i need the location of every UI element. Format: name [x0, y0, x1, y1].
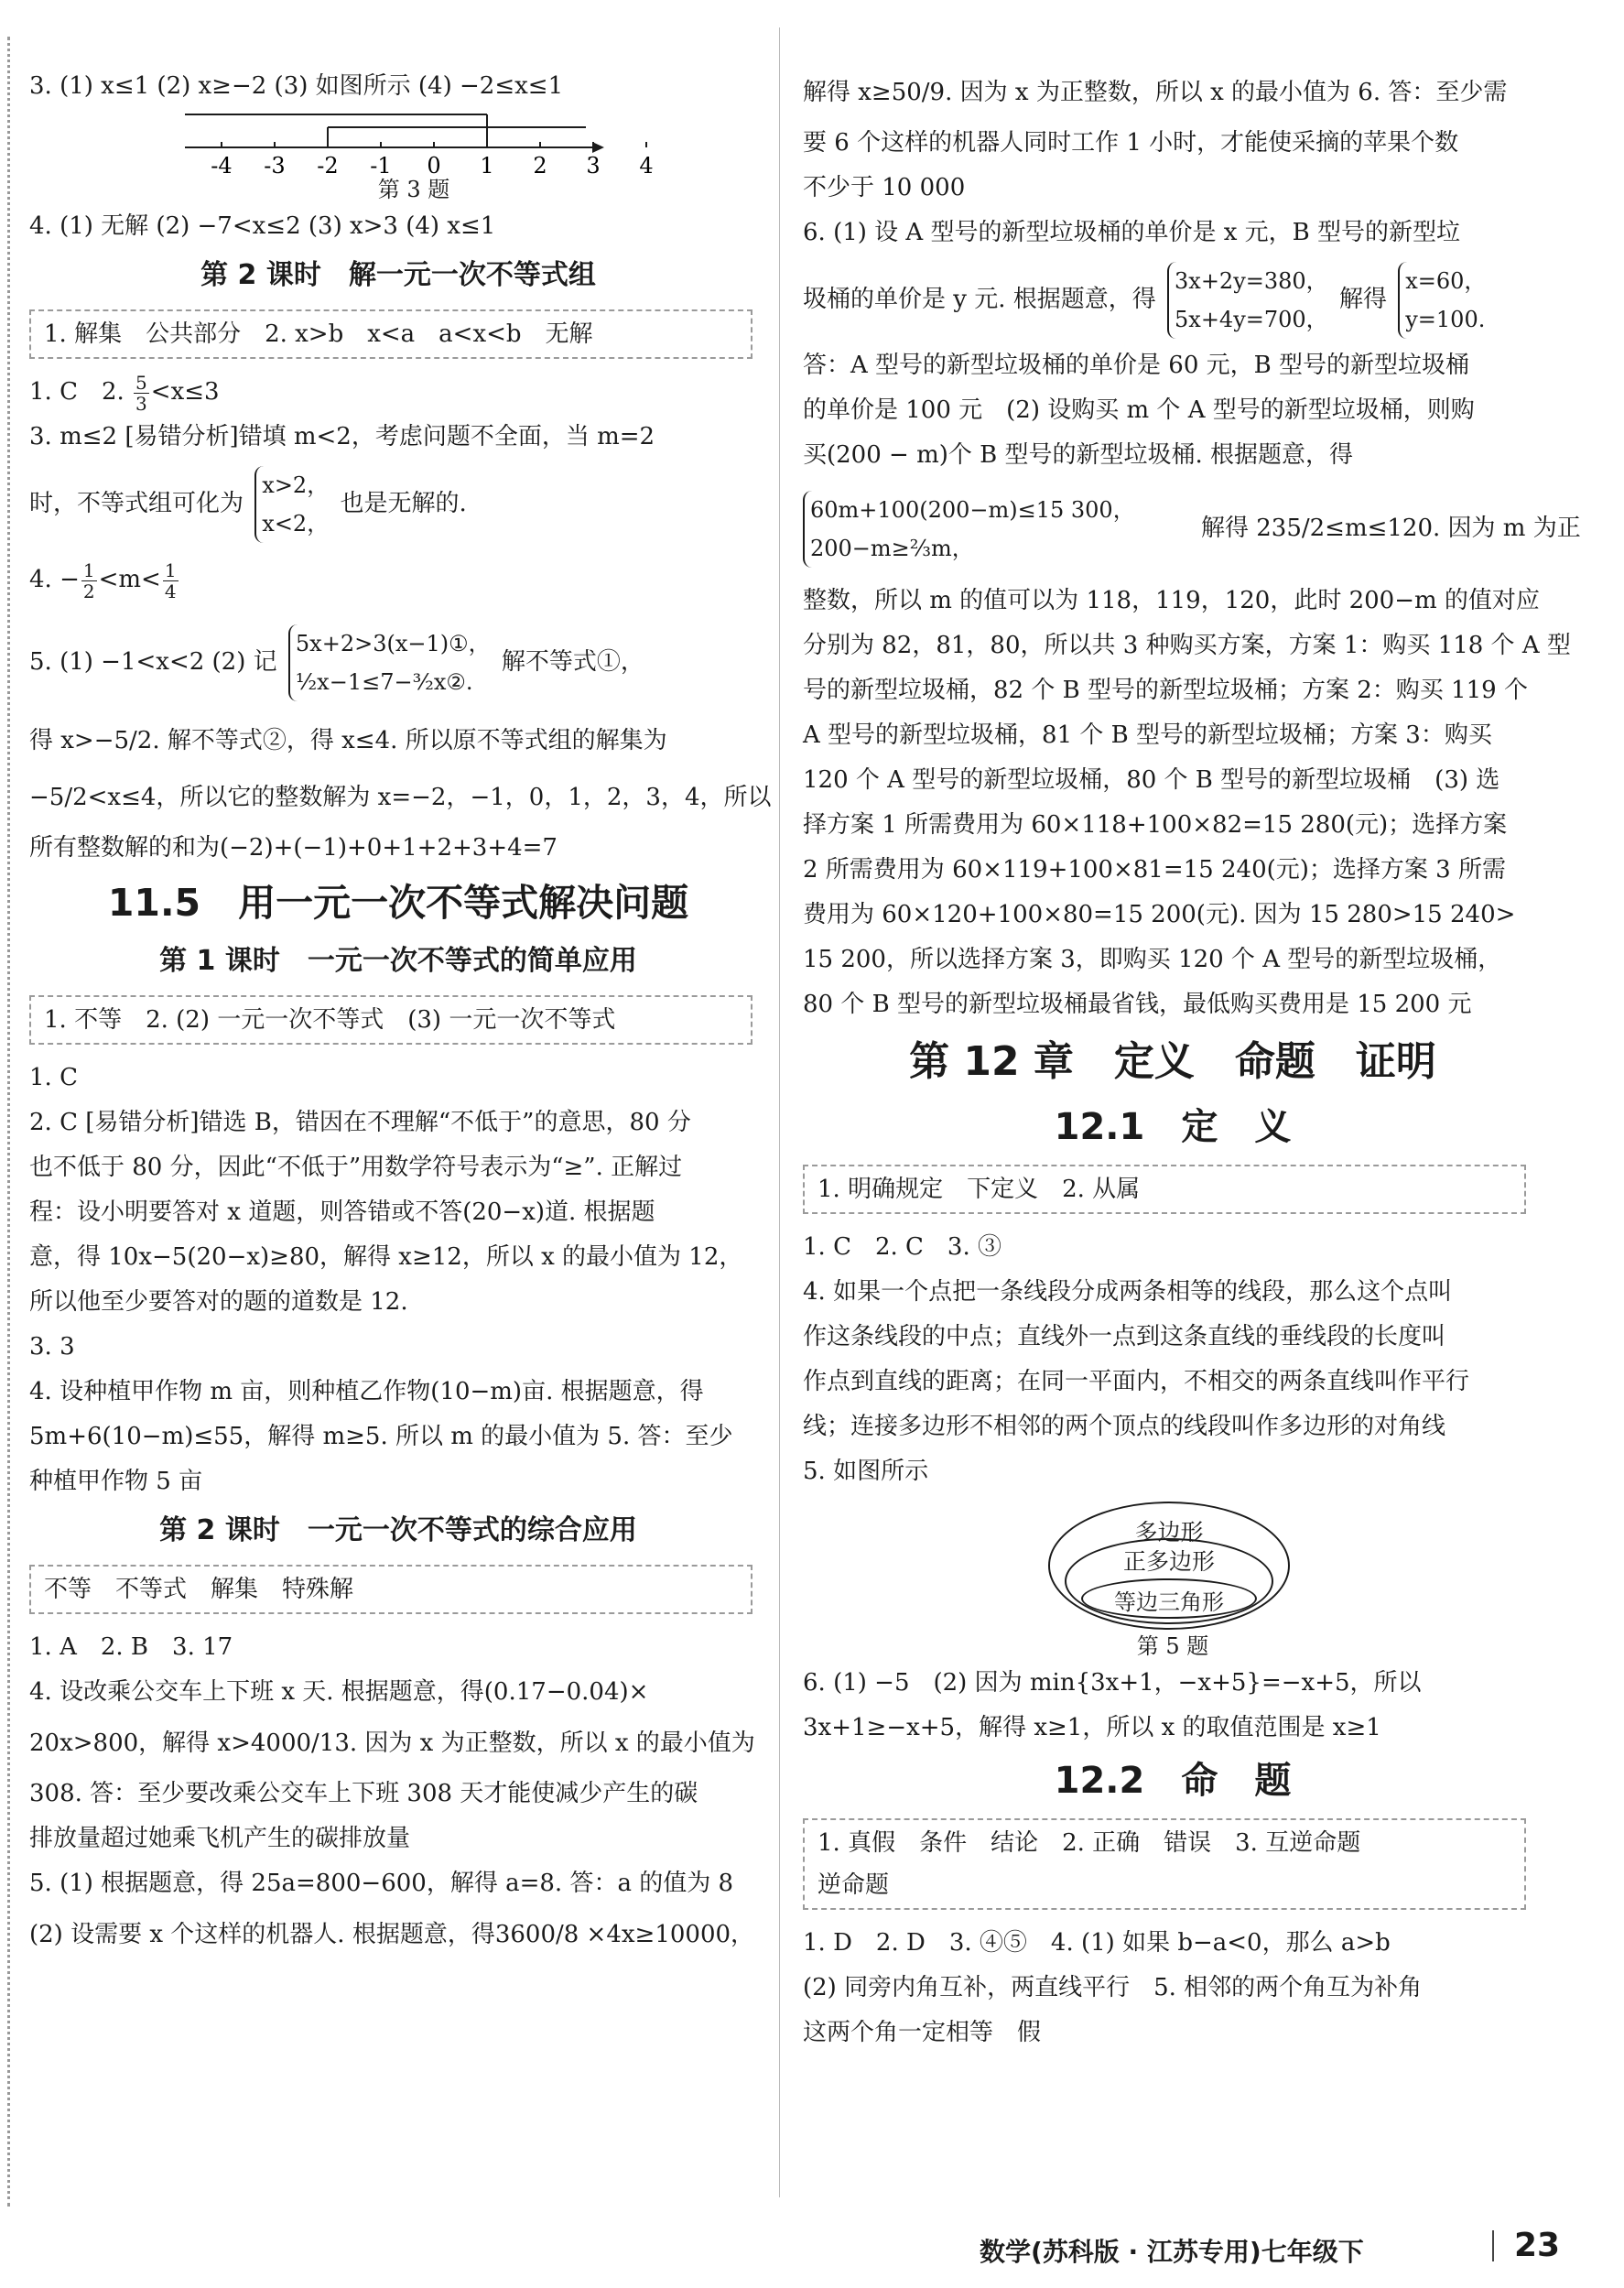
ans-s4b: 作这条线段的中点；直线外一点到这条直线的垂线段的长度叫 — [803, 1323, 1446, 1350]
ans-m4a: 4. 设种植甲作物 m 亩，则种植乙作物(10−m)亩. 根据题意，得 — [29, 1378, 704, 1405]
eq: 5x+4y=700， — [1175, 307, 1328, 332]
text: 4. − — [29, 566, 80, 593]
tick-label: 1 — [480, 153, 494, 179]
tick-label: 3 — [586, 153, 601, 179]
eq: 3x+2y=380， — [1175, 268, 1328, 294]
denominator: 3 — [135, 392, 147, 415]
system-brace — [1167, 262, 1328, 339]
eq: 200−m≥⅔m， — [810, 536, 974, 561]
text: 解不等式①， — [501, 648, 644, 676]
ans-t3: 这两个角一定相等 假 — [803, 2019, 1042, 2046]
column-divider — [779, 27, 780, 2197]
text: <x≤3 — [150, 378, 220, 406]
fraction — [81, 560, 97, 602]
ans-m3: 3. 3 — [29, 1333, 75, 1361]
r-line-5 — [803, 255, 1543, 343]
r-line-9 — [803, 478, 1581, 579]
text: 也是无解的. — [340, 490, 467, 517]
tick-label: 4 — [639, 153, 654, 179]
venn-inner — [1081, 1578, 1257, 1619]
ans-m1: 1. C — [29, 1064, 78, 1091]
ans-t1: 1. D 2. D 3. ④⑤ 4. (1) 如果 b−a<0，那么 a>b — [803, 1929, 1391, 1957]
r-line-6: 答：A 型号的新型垃圾桶的单价是 60 元，B 型号的新型垃圾桶 — [803, 352, 1470, 379]
answer-3b — [29, 460, 767, 548]
ans-s6b: 3x+1≥−x+5，解得 x≥1，所以 x 的取值范围是 x≥1 — [803, 1714, 1381, 1741]
fill-box-5 — [803, 1818, 1526, 1910]
ans-n1: 1. A 2. B 3. 17 — [29, 1633, 233, 1661]
venn-inner-label: 等边三角形 — [1114, 1589, 1224, 1615]
answer-5-cont2: −5/2<x≤4，所以它的整数解为 x=−2，−1，0，1，2，3，4，所以 — [29, 784, 772, 811]
ans-n4d: 排放量超过她乘飞机产生的碳排放量 — [29, 1825, 411, 1852]
lesson-title-2b: 第 2 课时 一元一次不等式的综合应用 — [159, 1514, 637, 1546]
ans-t2: (2) 同旁内角互补，两直线平行 5. 相邻的两个角互为补角 — [803, 1974, 1423, 2001]
tick-label: -1 — [370, 153, 392, 179]
tick-label: 2 — [533, 153, 547, 179]
ans-m2c: 程：设小明要答对 x 道题，则答错或不答(20−x)道. 根据题 — [29, 1198, 655, 1226]
system-brace — [1398, 262, 1486, 339]
venn-figure — [803, 1494, 1543, 1632]
text: 圾桶的单价是 y 元. 根据题意，得 — [803, 286, 1156, 313]
r-line-16: 2 所需费用为 60×119+100×81=15 240(元)；选择方案 3 所需 — [803, 856, 1506, 884]
venn-outer-label: 多边形 — [1134, 1519, 1204, 1545]
fraction — [163, 560, 179, 602]
r-line-13: A 型号的新型垃圾桶，81 个 B 型号的新型垃圾桶；方案 3：购买 — [803, 721, 1492, 749]
r-line-8: 买(200 − m)个 B 型号的新型垃圾桶. 根据题意，得 — [803, 441, 1354, 469]
denominator: 2 — [82, 580, 95, 602]
chapter-12-title: 第 12 章 定义 命题 证明 — [909, 1038, 1436, 1085]
tick-label: -2 — [317, 153, 339, 179]
r-line-7: 的单价是 100 元 (2) 设购买 m 个 A 型号的新型垃圾桶，则购 — [803, 396, 1475, 424]
text: 解得 — [1338, 286, 1387, 313]
ans-n4c: 308. 答：至少要改乘公交车上下班 308 天才能使减少产生的碳 — [29, 1780, 698, 1807]
ans-s4c: 作点到直线的距离；在同一平面内，不相交的两条直线叫作平行 — [803, 1368, 1470, 1395]
answer-1-2 — [29, 370, 767, 415]
system-brace — [803, 491, 1135, 568]
numerator: 5 — [135, 371, 147, 394]
fill-box-1: 1. 解集 公共部分 2. x>b x<a a<x<b 无解 — [29, 309, 752, 359]
fraction — [134, 373, 149, 414]
tick-label: 0 — [427, 153, 441, 179]
tick-label: -3 — [264, 153, 286, 179]
ans-m2d: 意，得 10x−5(20−x)≥80，解得 x≥12，所以 x 的最小值为 12， — [29, 1243, 743, 1271]
answer-4 — [29, 548, 767, 612]
text: 解得 235/2≤m≤120. 因为 m 为正 — [1200, 515, 1581, 542]
ans-n5a: 5. (1) 根据题意，得 25a=800−600，解得 a=8. 答：a 的值为 8 — [29, 1870, 734, 1897]
answer-q3: 3. (1) x≤1 (2) x≥−2 (3) 如图所示 (4) −2≤x≤1 — [29, 72, 564, 100]
r-line-19: 80 个 B 型号的新型垃圾桶最省钱，最低购买费用是 15 200 元 — [803, 991, 1472, 1018]
r-line-2: 要 6 个这样的机器人同时工作 1 小时，才能使采摘的苹果个数 — [803, 129, 1459, 157]
eq: ½x−1≤7−³⁄₂x②. — [295, 669, 473, 695]
answer-q4: 4. (1) 无解 (2) −7<x≤2 (3) x>3 (4) x≤1 — [29, 212, 496, 240]
section-12-2-title: 12.2 命 题 — [1054, 1760, 1292, 1802]
eq: x=60， — [1405, 268, 1487, 294]
r-line-15: 择方案 1 所需费用为 60×118+100×82=15 280(元)；选择方案 — [803, 811, 1508, 839]
answer-5 — [29, 612, 767, 712]
system-brace — [288, 624, 491, 701]
text: 5. (1) −1<x<2 (2) 记 — [29, 648, 277, 676]
ans-s4a: 4. 如果一个点把一条线段分成两条相等的线段，那么这个点叫 — [803, 1278, 1453, 1306]
answer-5-cont1: 得 x>−5/2. 解不等式②，得 x≤4. 所以原不等式组的解集为 — [29, 727, 667, 754]
box5-line1: 1. 真假 条件 结论 2. 正确 错误 3. 互逆命题 — [817, 1829, 1361, 1857]
text: <m< — [98, 566, 161, 593]
footer-separator — [1492, 2230, 1494, 2261]
denominator: 4 — [164, 580, 177, 602]
r-line-17: 费用为 60×120+100×80=15 200(元). 因为 15 280>15 240> — [803, 901, 1516, 928]
r-line-18: 15 200，所以选择方案 3，即购买 120 个 A 型号的新型垃圾桶， — [803, 946, 1502, 973]
r-line-14: 120 个 A 型号的新型垃圾桶，80 个 B 型号的新型垃圾桶 (3) 选 — [803, 766, 1500, 794]
page-footer — [943, 2225, 1575, 2271]
venn-mid-label: 正多边形 — [1122, 1548, 1215, 1575]
ans-n5b: (2) 设需要 x 个这样的机器人. 根据题意，得3600/8 ×4x≥10000， — [29, 1921, 755, 1948]
ans-m2a: 2. C [易错分析]错选 B，错因在不理解“不低于”的意思，80 分 — [29, 1109, 691, 1136]
eq: 5x+2>3(x−1)①， — [295, 631, 491, 656]
left-column — [29, 64, 772, 1963]
fill-box-2: 1. 不等 2. (2) 一元一次不等式 (3) 一元一次不等式 — [29, 995, 752, 1045]
fill-box-3: 不等 不等式 解集 特殊解 — [29, 1565, 752, 1614]
ans-m2e: 所以他至少要答对的题的道数是 12. — [29, 1288, 408, 1316]
ans-m4c: 种植甲作物 5 亩 — [29, 1468, 203, 1495]
r-line-4: 6. (1) 设 A 型号的新型垃圾桶的单价是 x 元，B 型号的新型垃 — [803, 219, 1461, 246]
number-line-caption: 第 3 题 — [377, 177, 450, 202]
r-line-11: 分别为 82，81，80，所以共 3 种购买方案，方案 1：购买 118 个 A 型 — [803, 632, 1571, 659]
footer-title: 数学(苏科版 · 江苏专用)七年级下 — [980, 2237, 1364, 2267]
right-column — [803, 64, 1581, 2055]
r-line-1: 解得 x≥50/9. 因为 x 为正整数，所以 x 的最小值为 6. 答：至少需 — [803, 79, 1508, 106]
ans-m4b: 5m+6(10−m)≤55，解得 m≥5. 所以 m 的最小值为 5. 答：至少 — [29, 1423, 733, 1450]
ans-n4b: 20x>800，解得 x>4000/13. 因为 x 为正整数，所以 x 的最小值为 — [29, 1730, 755, 1757]
eq: x>2， — [262, 472, 330, 498]
ans-s6a: 6. (1) −5 (2) 因为 min{3x+1，−x+5}=−x+5，所以 — [803, 1669, 1422, 1697]
answer-3a: 3. m≤2 [易错分析]错填 m<2，考虑问题不全面，当 m=2 — [29, 423, 655, 450]
eq: y=100. — [1405, 307, 1486, 332]
section-12-1-title: 12.1 定 义 — [1054, 1106, 1292, 1148]
answer-5-cont3: 所有整数解的和为(−2)+(−1)+0+1+2+3+4=7 — [29, 834, 558, 862]
ans-n4a: 4. 设改乘公交车上下班 x 天. 根据题意，得(0.17−0.04)× — [29, 1678, 649, 1706]
eq: 60m+100(200−m)≤15 300， — [810, 497, 1135, 523]
r-line-10: 整数，所以 m 的值可以为 118，119，120，此时 200−m 的值对应 — [803, 587, 1540, 614]
system-brace — [254, 466, 329, 543]
r-line-3: 不少于 10 000 — [803, 174, 966, 201]
r-line-12: 号的新型垃圾桶，82 个 B 型号的新型垃圾桶；方案 2：购买 119 个 — [803, 677, 1528, 704]
box5-line2: 逆命题 — [817, 1871, 890, 1899]
numerator: 1 — [164, 558, 177, 581]
eq: x<2， — [262, 511, 330, 537]
ans-s1: 1. C 2. C 3. ③ — [803, 1233, 1002, 1261]
left-margin-dots — [7, 37, 10, 2207]
lesson-title-2: 第 2 课时 解一元一次不等式组 — [200, 259, 596, 291]
ans-m2b: 也不低于 80 分，因此“不低于”用数学符号表示为“≥”. 正解过 — [29, 1154, 683, 1181]
section-11-5-title: 11.5 用一元一次不等式解决问题 — [107, 881, 689, 925]
lesson-title-1: 第 1 课时 一元一次不等式的简单应用 — [159, 945, 637, 977]
tick-label: -4 — [211, 153, 233, 179]
numerator: 1 — [82, 558, 95, 581]
text: 1. C 2. — [29, 378, 125, 406]
number-line-svg — [185, 109, 661, 184]
text: 时，不等式组可化为 — [29, 490, 244, 517]
venn-caption: 第 5 题 — [1136, 1633, 1209, 1659]
fill-box-4: 1. 明确规定 下定义 2. 从属 — [803, 1165, 1526, 1214]
number-line-figure — [29, 109, 767, 184]
ans-s5: 5. 如图所示 — [803, 1458, 929, 1485]
page-number: 23 — [1514, 2227, 1561, 2264]
ans-s4d: 线；连接多边形不相邻的两个顶点的线段叫作多边形的对角线 — [803, 1413, 1446, 1440]
